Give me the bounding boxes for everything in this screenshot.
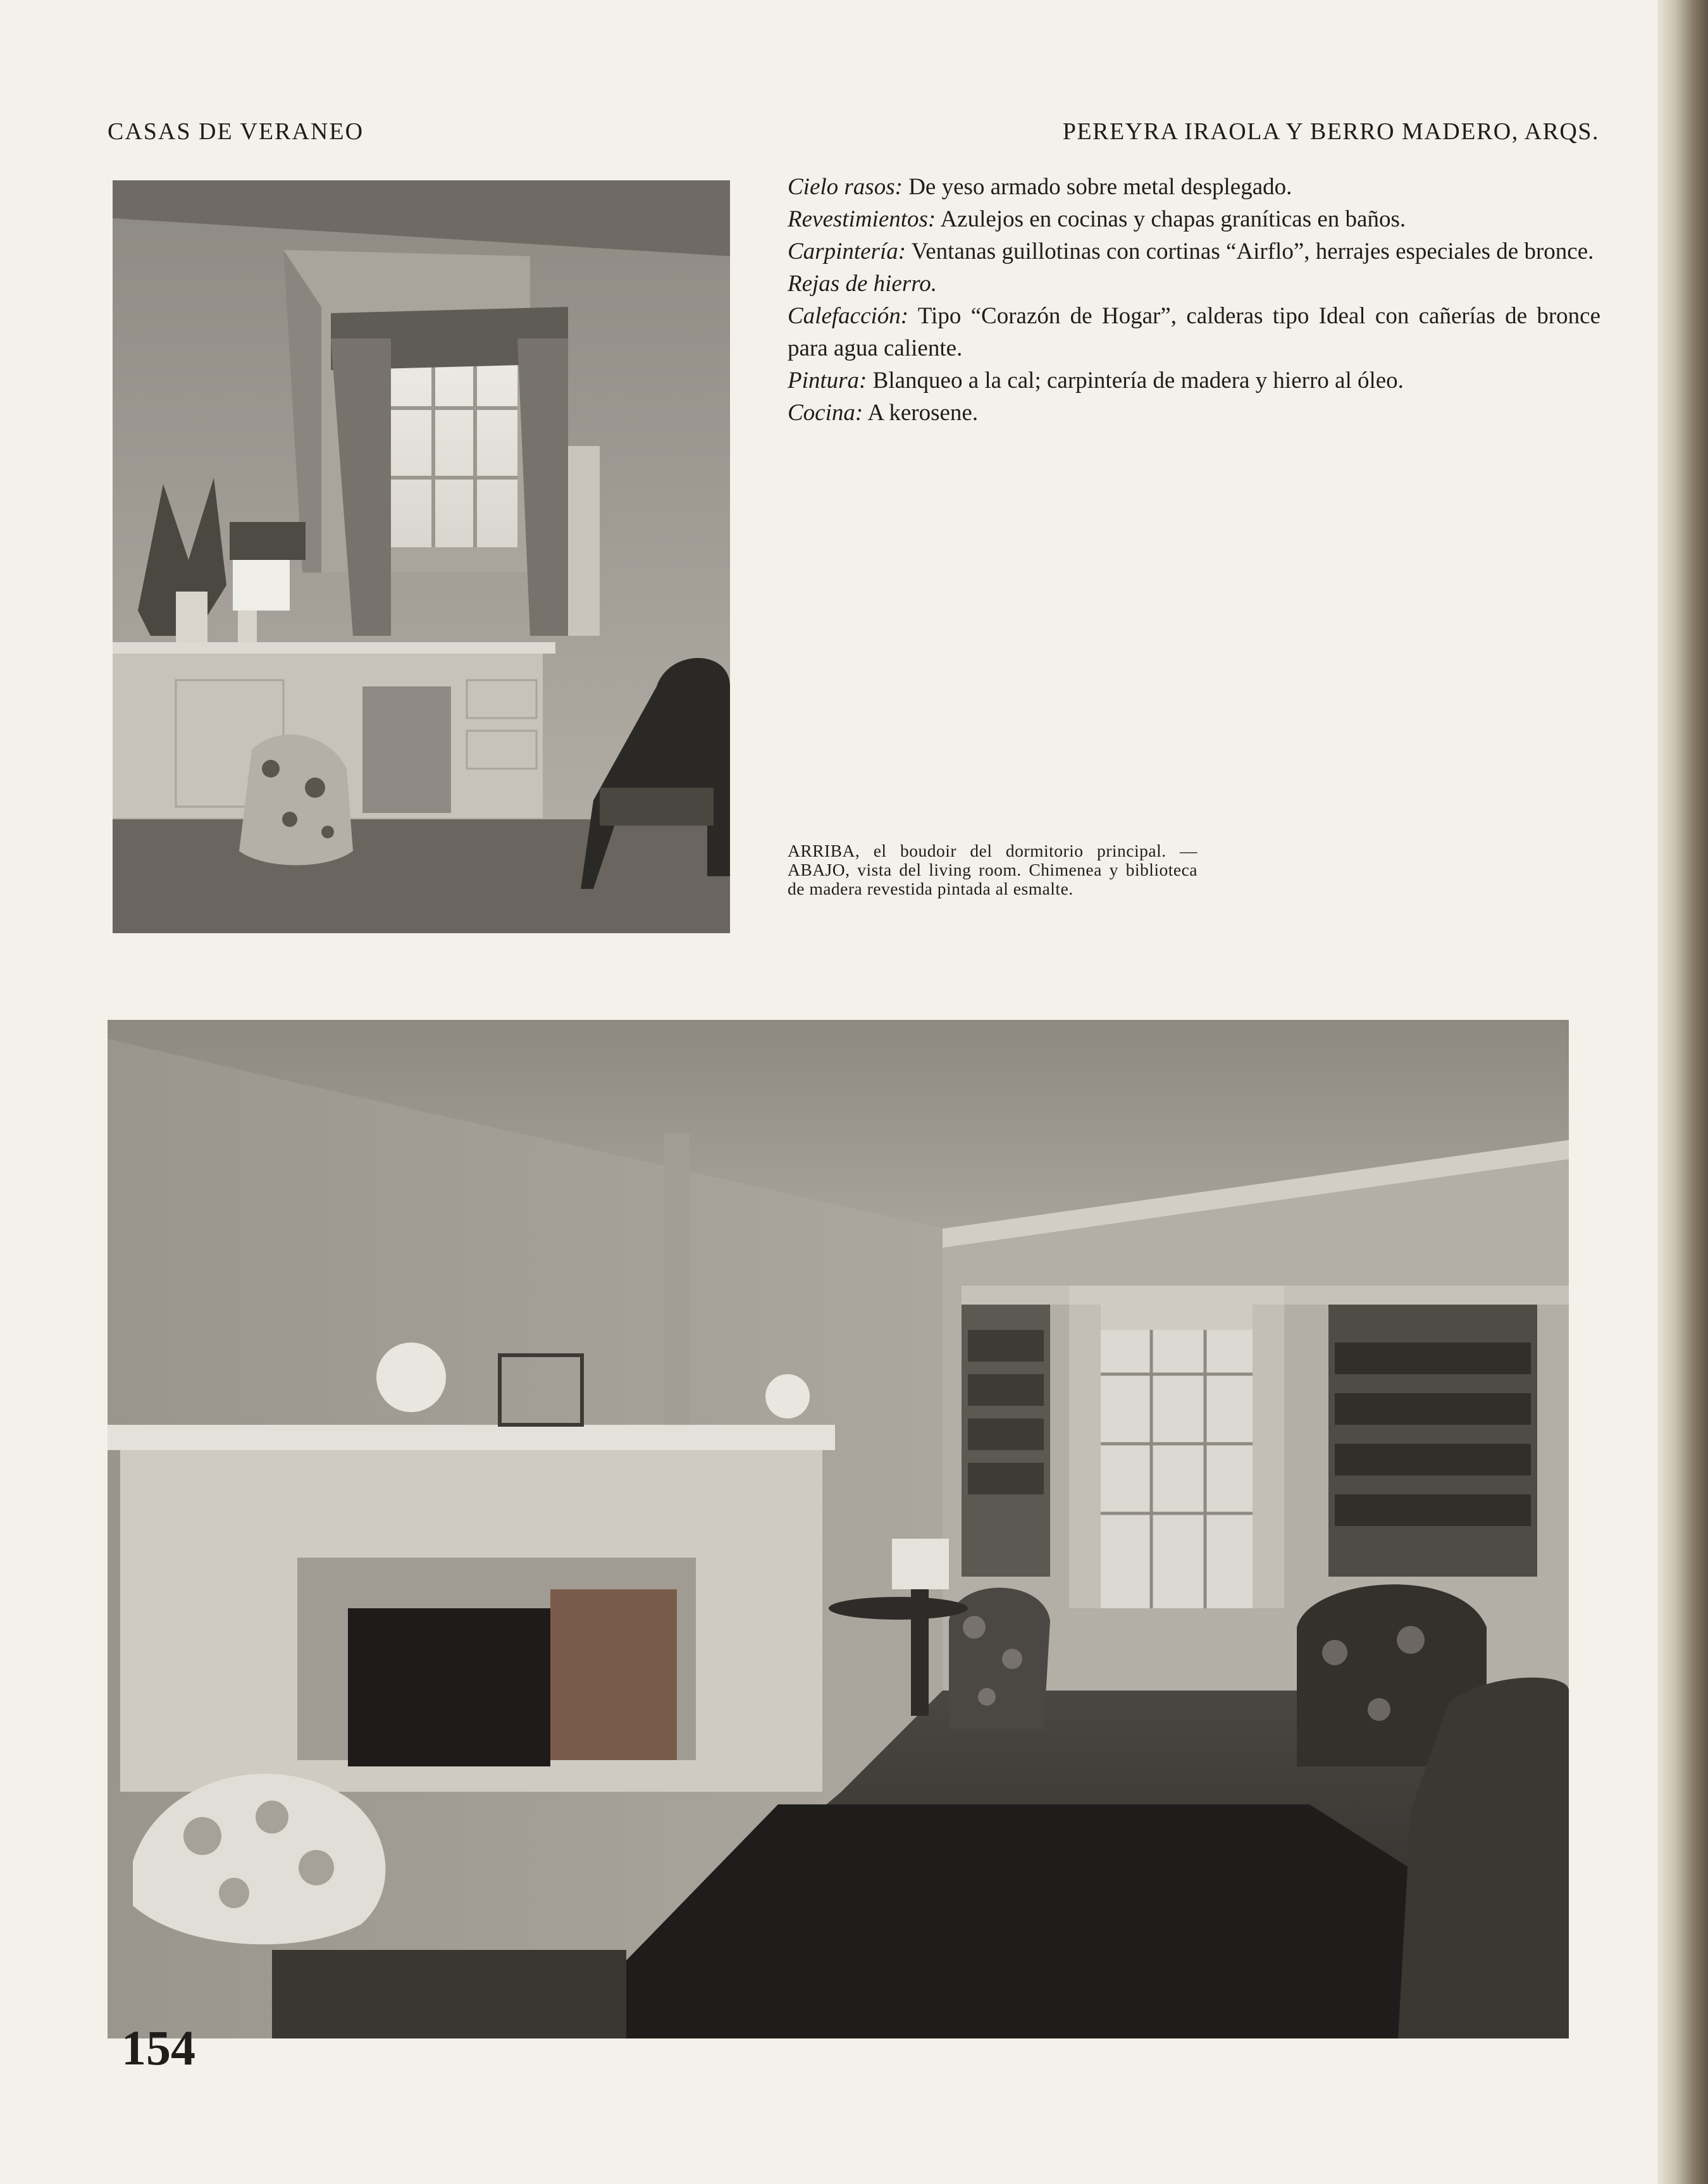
living-room-photo xyxy=(108,1020,1569,2038)
spec-carpentry-label: Carpintería: xyxy=(788,239,907,264)
spec-bars-label: Rejas de hierro. xyxy=(788,271,938,297)
spec-paint-text: Blanqueo a la cal; carpintería de madera y hierro al óleo. xyxy=(867,368,1404,394)
spec-heating-label: Calefacción: xyxy=(788,303,909,329)
spec-ceiling-label: Cielo rasos: xyxy=(788,174,903,200)
spec-bars xyxy=(788,268,1600,300)
spec-cladding-label: Revestimientos: xyxy=(788,206,936,232)
spec-kitchen-label: Cocina: xyxy=(788,400,863,426)
specifications-text xyxy=(788,171,1600,429)
spec-paint xyxy=(788,364,1600,397)
spec-ceiling-text: De yeso armado sobre metal desplegado. xyxy=(902,174,1292,200)
page-number: 154 xyxy=(121,2020,195,2075)
spec-carpentry-text: Ventanas guillotinas con cortinas “Airflo”, herrajes especiales de bronce. xyxy=(906,239,1594,264)
running-head-section: CASAS DE VERANEO xyxy=(108,118,364,145)
spec-heating xyxy=(788,300,1600,364)
photo-caption: ARRIBA, el boudoir del dormitorio principal. — ABAJO, vista del living room. Chimenea y biblioteca de madera revestida pintada al esmalte. xyxy=(788,841,1197,898)
spec-kitchen xyxy=(788,397,1600,429)
spec-heating-text: Tipo “Corazón de Hogar”, calderas tipo Ideal con cañerías de bronce para agua caliente. xyxy=(788,303,1600,361)
spec-cladding-text: Azulejos en cocinas y chapas graníticas en baños. xyxy=(936,206,1406,232)
spec-kitchen-text: A kerosene. xyxy=(863,400,979,426)
book-gutter-shadow xyxy=(1657,0,1708,2184)
spec-carpentry xyxy=(788,235,1600,268)
running-head-architects: PEREYRA IRAOLA Y BERRO MADERO, ARQS. xyxy=(1062,118,1599,145)
boudoir-photo xyxy=(113,180,730,933)
spec-cladding xyxy=(788,203,1600,235)
spec-paint-label: Pintura: xyxy=(788,368,867,394)
spec-ceiling xyxy=(788,171,1600,203)
